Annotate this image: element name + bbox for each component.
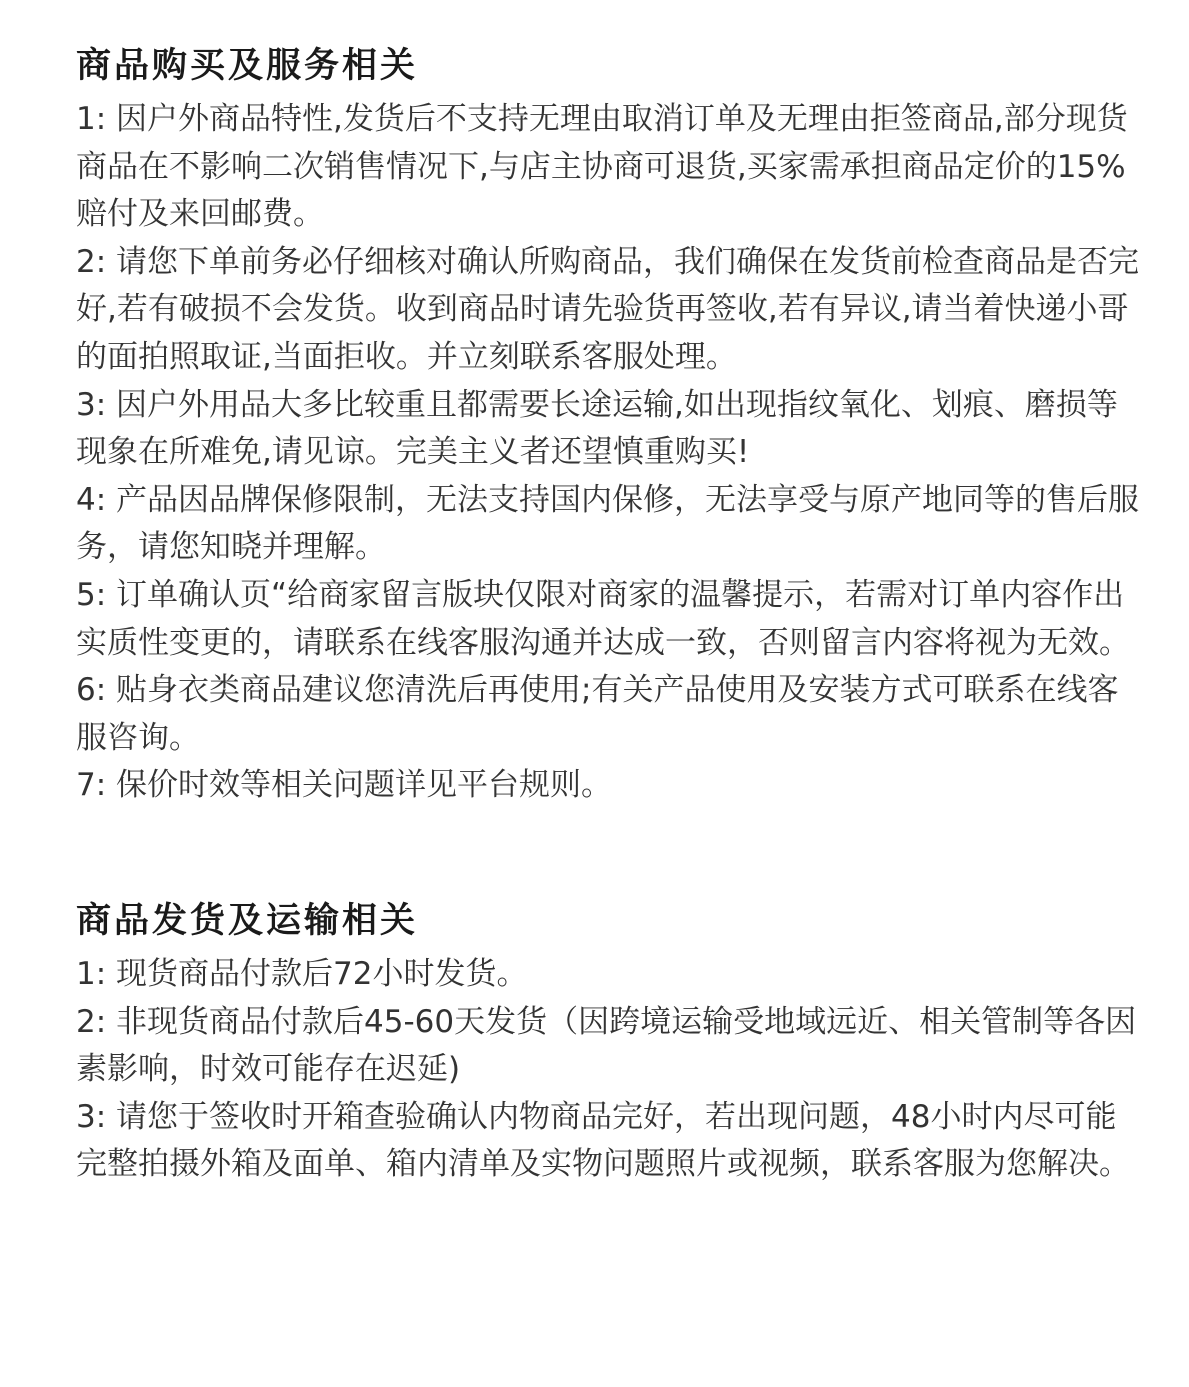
shipping-item-1: 1: 现货商品付款后72小时发货。	[76, 955, 528, 992]
purchase-item-1: 1: 因户外商品特性,发货后不支持无理由取消订单及无理由拒签商品,部分现货商品在不影响二次销售情况下,与店主协商可退货,买家需承担商品定价的15%赔付及来回邮费。	[76, 101, 1128, 233]
purchase-item-7: 7: 保价时效等相关问题详见平台规则。	[76, 767, 613, 804]
notice-document	[76, 40, 1146, 1189]
purchase-item-2: 2: 请您下单前务必仔细核对确认所购商品，我们确保在发货前检查商品是否完好,若有破损不会发货。收到商品时请先验货再签收,若有异议,请当着快递小哥的面拍照取证,当面拒收。并立刻联系客服处理。	[76, 243, 1140, 375]
section-purchase-service	[76, 40, 1146, 810]
shipping-item-2: 2: 非现货商品付款后45-60天发货（因跨境运输受地域远近、相关管制等各因素影响，时效可能存在迟延)	[76, 1003, 1137, 1088]
purchase-item-6: 6: 贴身衣类商品建议您清洗后再使用;有关产品使用及安装方式可联系在线客服咨询。	[76, 672, 1119, 756]
section-title-shipping-transport: 商品发货及运输相关	[76, 900, 419, 941]
section-title-purchase-service: 商品购买及服务相关	[76, 46, 419, 86]
purchase-item-4: 4: 产品因品牌保修限制，无法支持国内保修，无法享受与原产地同等的售后服务，请您知晓并理解。	[76, 481, 1140, 566]
shipping-item-3: 3: 请您于签收时开箱查验确认内物商品完好，若出现问题，48小时内尽可能完整拍摄外箱及面单、箱内清单及实物问题照片或视频，联系客服为您解决。	[76, 1098, 1130, 1183]
purchase-item-3: 3: 因户外用品大多比较重且都需要长途运输,如出现指纹氧化、划痕、磨损等现象在所难免,请见谅。完美主义者还望慎重购买!	[76, 386, 1118, 471]
section-shipping-transport	[76, 895, 1146, 1189]
purchase-item-5: 5: 订单确认页“给商家留言版块仅限对商家的温馨提示，若需对订单内容作出实质性变更的，请联系在线客服沟通并达成一致，否则留言内容将视为无效。	[76, 576, 1130, 661]
